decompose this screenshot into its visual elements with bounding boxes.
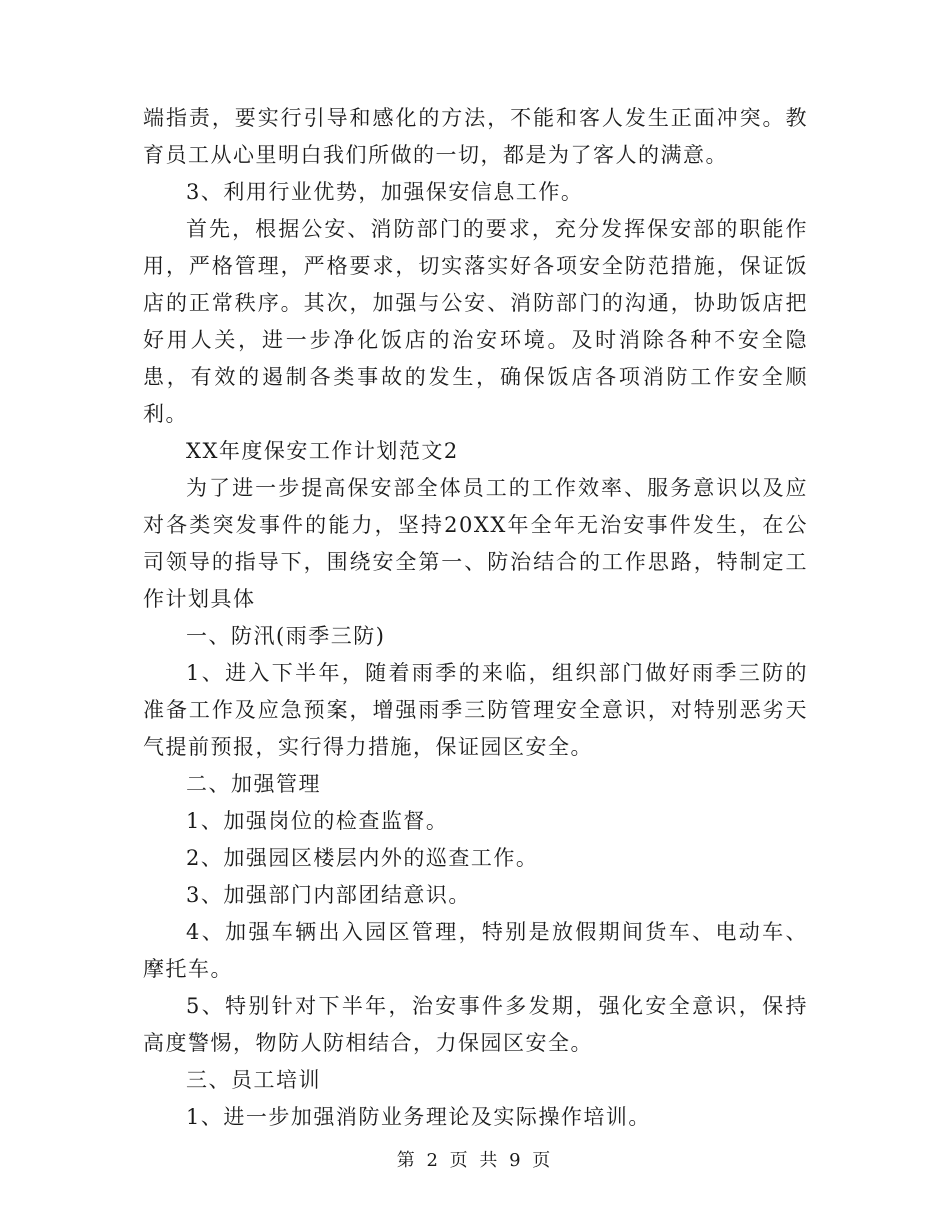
heading-staff-training: 三、员工培训 bbox=[186, 1068, 321, 1092]
list-item-vigilance: 5、特别针对下半年，治安事件多发期，强化安全意识，保持高度警惕，物防人防相结合，力保园区安全。 bbox=[143, 994, 808, 1055]
document-body bbox=[143, 100, 808, 1136]
list-item-vehicle-management: 4、加强车辆出入园区管理，特别是放假期间货车、电动车、摩托车。 bbox=[143, 920, 808, 981]
heading-flood-control: 一、防汛(雨季三防) bbox=[186, 624, 386, 648]
heading-strengthen-management: 二、加强管理 bbox=[186, 772, 321, 796]
paragraph-continuation: 端指责，要实行引导和感化的方法，不能和客人发生正面冲突。教育员工从心里明白我们所做的一切，都是为了客人的满意。 bbox=[143, 106, 808, 167]
paragraph-rainy-season: 1、进入下半年，随着雨季的来临，组织部门做好雨季三防的准备工作及应急预案，增强雨季三防管理安全意识，对特别恶劣天气提前预报，实行得力措施，保证园区安全。 bbox=[143, 661, 808, 759]
section-heading-plan-2: XX年度保安工作计划范文2 bbox=[186, 439, 459, 463]
list-item-post-inspection: 1、加强岗位的检查监督。 bbox=[186, 809, 449, 833]
paragraph-plan-intro: 为了进一步提高保安部全体员工的工作效率、服务意识以及应对各类突发事件的能力，坚持20XX年全年无治安事件发生，在公司领导的指导下，围绕安全第一、防治结合的工作思路，特制定工作计划具体 bbox=[143, 476, 808, 611]
paragraph-public-security: 首先，根据公安、消防部门的要求，充分发挥保安部的职能作用，严格管理，严格要求，切实落实好各项安全防范措施，保证饭店的正常秩序。其次，加强与公安、消防部门的沟通，协助饭店把好用人关，进一步净化饭店的治安环境。及时消除各种不安全隐患，有效的遏制各类事故的发生，确保饭店各项消防工作安全顺利。 bbox=[143, 217, 808, 426]
paragraph-item-3-security-info: 3、利用行业优势，加强保安信息工作。 bbox=[186, 180, 584, 204]
list-item-fire-training: 1、进一步加强消防业务理论及实际操作培训。 bbox=[186, 1105, 651, 1129]
list-item-unity: 3、加强部门内部团结意识。 bbox=[186, 883, 471, 907]
page-number-footer: 第 2 页 共 9 页 bbox=[396, 1150, 554, 1171]
list-item-patrol: 2、加强园区楼层内外的巡查工作。 bbox=[186, 846, 539, 870]
